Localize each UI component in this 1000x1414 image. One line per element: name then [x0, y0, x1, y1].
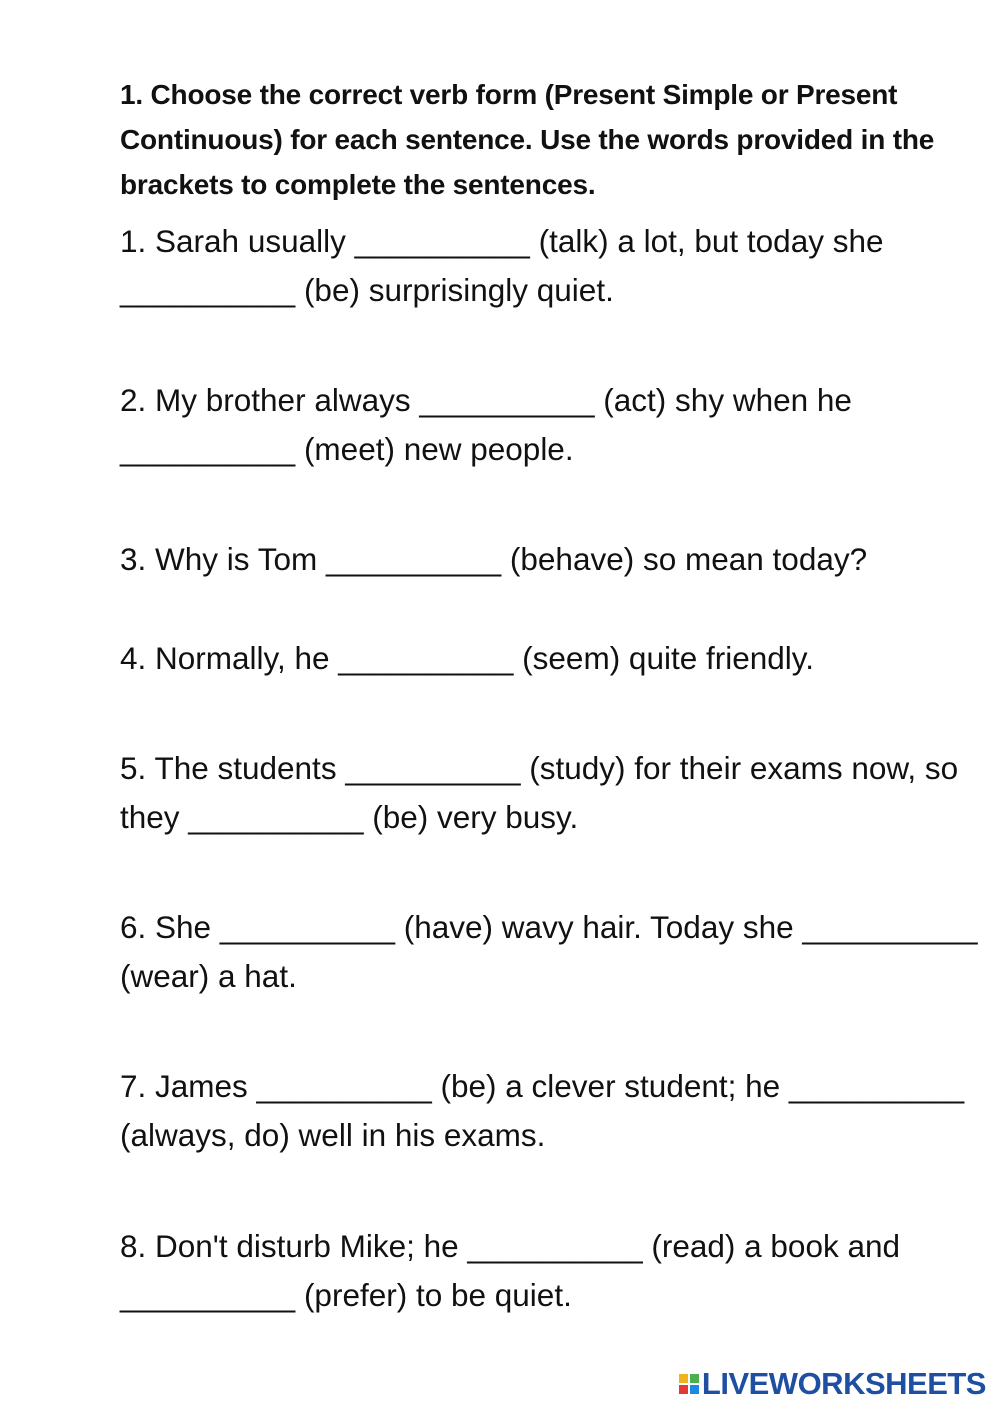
question-5: 5. The students __________ (study) for their exams now, so they __________ (be) very busy. — [120, 750, 959, 835]
question-1: 1. Sarah usually __________ (talk) a lot, but today she __________ (be) surprisingly quiet. — [120, 223, 884, 308]
liveworksheets-logo-icon — [679, 1374, 699, 1394]
question-3: 3. Why is Tom __________ (behave) so mean today? — [120, 541, 868, 577]
question-2: 2. My brother always __________ (act) shy when he __________ (meet) new people. — [120, 382, 852, 467]
logo-square-yellow — [679, 1374, 688, 1383]
logo-text: LIVEWORKSHEETS — [701, 1366, 986, 1401]
question-6: 6. She __________ (have) wavy hair. Today she __________ (wear) a hat. — [120, 909, 978, 994]
liveworksheets-logo — [679, 1366, 986, 1402]
question-7: 7. James __________ (be) a clever student; he __________ (always, do) well in his exams. — [120, 1068, 965, 1153]
logo-square-red — [679, 1385, 688, 1394]
question-4: 4. Normally, he __________ (seem) quite friendly. — [120, 640, 814, 676]
question-8: 8. Don't disturb Mike; he __________ (read) a book and __________ (prefer) to be quiet. — [120, 1228, 901, 1313]
instructions-heading: 1. Choose the correct verb form (Present Simple or Present Continuous) for each sentence. Use the words provided in the brackets to complete the sentences. — [120, 79, 935, 200]
logo-square-green — [690, 1374, 699, 1383]
logo-square-blue — [690, 1385, 699, 1394]
